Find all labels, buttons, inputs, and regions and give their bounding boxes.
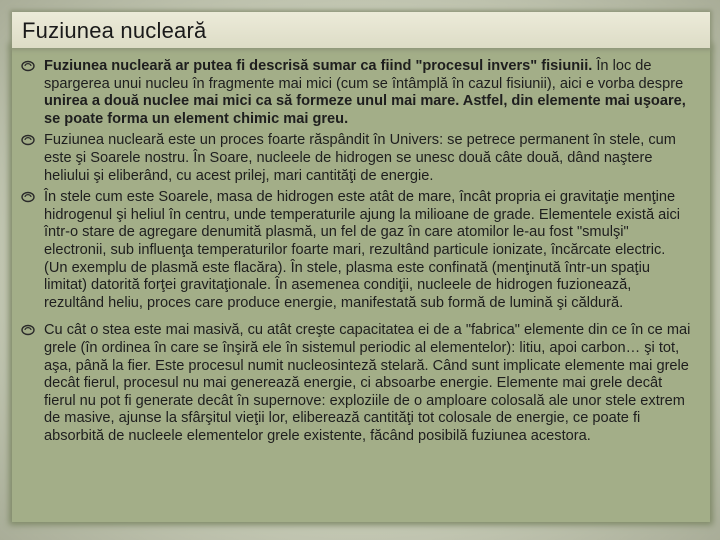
bullet-item-3 [20, 189, 692, 312]
slide-title: Fuziunea nucleară [22, 18, 207, 43]
bullet-icon [20, 191, 36, 203]
bullet-icon [20, 324, 36, 336]
bullet-item-1 [20, 58, 692, 128]
bullet-item-2 [20, 132, 692, 185]
bullet-item-4 [20, 322, 692, 445]
bullet-icon [20, 60, 36, 72]
title-bar [12, 12, 710, 48]
item-1-text: În loc de spargerea unui nucleu în fragmente mai mici (cum se întâmplă în cazul fisiunii), aici e vorba despre [44, 58, 684, 92]
item-1-bold-intro: Fuziunea nucleară ar putea fi descrisă sumar ca fiind "procesul invers" fisiunii. [44, 58, 593, 74]
bullet-icon [20, 134, 36, 146]
item-3-text: În stele cum este Soarele, masa de hidrogen este atât de mare, încât propria ei gravitaţie menţine hidrogenul şi heliul în centru, unde temperaturile ajung la milioane de grade. Elementele există aici într-o stare de agregare denumită plasmă, un fel de gaz în care atomilor le-au fost "smulşi" electronii, sub influenţa temperaturilor foarte mari, rezultând particule ionizate, încărcate electric. (Un exemplu de plasmă este flacăra). În stele, plasma este confinată (menţinută într-un spaţiu limitat) datorită forţei gravitaţionale. În asemenea condiţii, nucleele de hidrogen fuzionează, rezultând heliu, proces care produce energie, manifestată sub formă de lumină şi căldură. [44, 189, 681, 311]
item-1-bold-conclusion: unirea a două nuclee mai mici ca să formeze unul mai mare. Astfel, din elemente mai uşoare, se poate forma un element chimic mai greu. [44, 93, 686, 127]
bullet-list [20, 58, 692, 445]
item-2-text: Fuziunea nucleară este un proces foarte răspândit în Univers: se petrece permanent în stele, cum este şi Soarele nostru. În Soare, nucleele de hidrogen se unesc două câte două, dând naştere heliului şi eliberând, cu acest prilej, mari cantităţi de energie. [44, 132, 676, 184]
item-4-text: Cu cât o stea este mai masivă, cu atât creşte capacitatea ei de a "fabrica" elemente din ce în ce mai grele (în ordinea în care se înşiră ele în sistemul periodic al elementelor): litiu, apoi carbon… şi tot, aşa, până la fier. Este procesul numit nucleosinteză stelară. Când sunt implicate elemente mai grele decât fierul, procesul nu mai generează energie, ci absoarbe energie. Elemente mai grele decât fierul nu pot fi generate decât în supernove: exploziile de o amploare colosală ale unor stele extrem de masive, ajunse la sfârşitul vieţii lor, eliberează cantităţi tot colosale de energie, ce poate fi absorbită de nucleele elementelor grele existente, făcând posibilă fuziunea acestora. [44, 322, 691, 444]
